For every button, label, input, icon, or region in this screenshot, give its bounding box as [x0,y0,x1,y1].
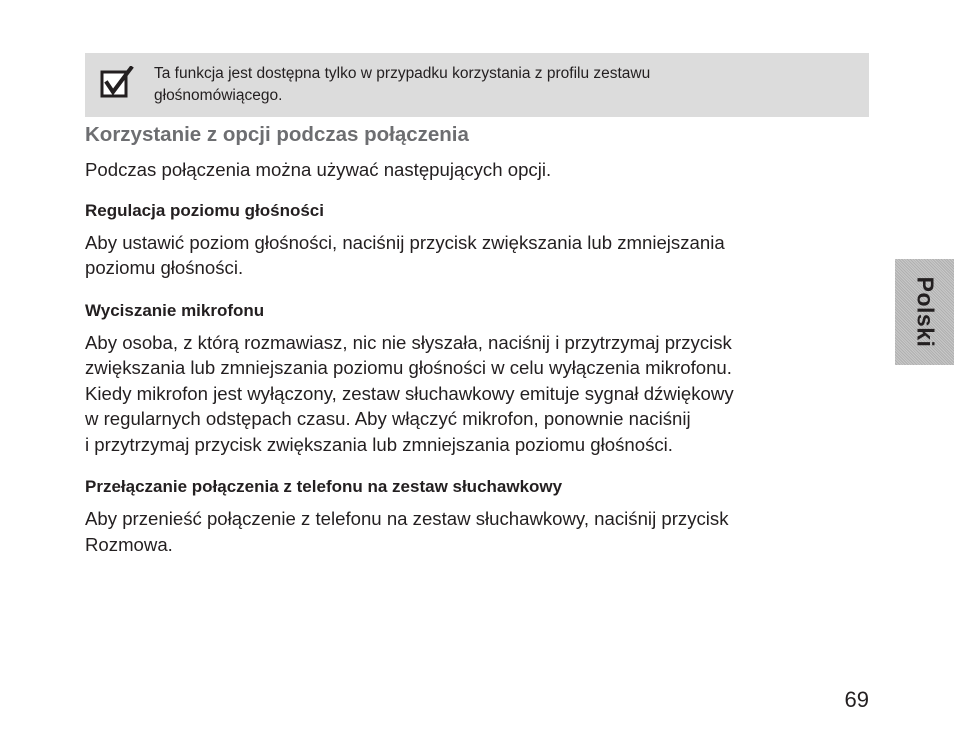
note-box [85,53,869,117]
subsection-heading: Wyciszanie mikrofonu [85,300,265,320]
page-number: 69 [844,687,869,712]
subsection-mute [85,299,845,458]
language-side-tab [895,259,954,365]
language-label: Polski [912,276,938,348]
subsection-volume [85,199,845,281]
subsection-heading: Regulacja poziomu głośności [85,200,324,220]
note-text: Ta funkcja jest dostępna tylko w przypadku korzystania z profilu zestawu głośnomówiącego. [154,65,651,104]
subsection-transfer [85,475,845,557]
subsection-heading: Przełączanie połączenia z telefonu na zestaw słuchawkowy [85,477,563,496]
subsection-body: Aby przenieść połączenie z telefonu na zestaw słuchawkowy, naciśnij przycisk Rozmowa. [85,508,729,555]
subsection-body: Aby osoba, z którą rozmawiasz, nic nie słyszała, naciśnij i przytrzymaj przycisk zwiększania lub zmniejszania poziomu głośności w celu wyłączenia mikrofonu. Kiedy mikrofon jest wyłączony, zestaw słuchawkowy emituje sygnał dźwiękowy w regularnych odstępach czasu. Aby włączyć mikrofon, ponownie naciśnij i przytrzymaj przycisk zwiększania lub zmniejszania poziomu głośności. [85,331,734,455]
section-intro: Podczas połączenia można używać następujących opcji. [85,159,552,180]
main-content [85,121,845,575]
checkbox-check-icon [100,66,134,100]
section-title: Korzystanie z opcji podczas połączenia [85,123,469,146]
subsection-body: Aby ustawić poziom głośności, naciśnij przycisk zwiększania lub zmniejszania poziomu głośności. [85,231,725,278]
